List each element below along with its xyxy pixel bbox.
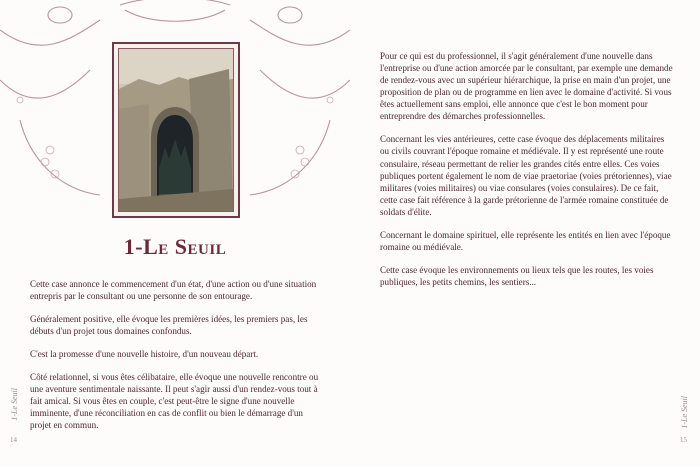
right-page — [350, 0, 700, 467]
page-number: 15 — [680, 436, 687, 444]
page-title: 1-Le Seuil — [123, 234, 227, 259]
paragraph: C'est la promesse d'une nouvelle histoire, d'un nouveau départ. — [30, 348, 259, 359]
paragraph: Cette case évoque les environnements ou lieux tels que les routes, les voies publiques, les petits chemins, les sentiers... — [380, 264, 654, 287]
paragraph: Cette case annonce le commencement d'un état, d'une action ou d'une situation entrepris par le consultant ou une personne de son entourage. — [30, 279, 317, 302]
paragraph: Généralement positive, elle évoque les premières idées, les premiers pas, les débuts d'un projet tous domaines confondus. — [30, 313, 308, 337]
card-illustration-frame — [112, 42, 240, 218]
paragraph — [380, 133, 675, 218]
paragraph: Concernant le domaine spirituel, elle représente les entités en lien avec l'époque romaine ou médiévale. — [380, 229, 671, 252]
stone-archway-illustration — [118, 48, 234, 212]
paragraph-text: Concernant les vies antérieures, cette case évoque des déplacements militaires ou civils couvrant l'époque romaine et médiévale. Il y est représenté une route consulaire, réseau permettant de relier les grandes cités entre elles. Ces voies publiques portent également le nom de viae praetoriae (voies prétoriennes), viae militares (voies militaires) ou viae consulares (voies consulaires). De ce fait, cette case fait référence à la garde prétorienne de l'armée romaine constituée de soldats d'élite. — [380, 134, 672, 217]
right-body-text — [380, 50, 675, 299]
left-body-text — [30, 278, 325, 442]
page-number: 14 — [10, 436, 17, 444]
paragraph: Pour ce qui est du professionnel, il s'agit généralement d'une nouvelle dans l'entreprise ou d'une action amorcée par le consultant, par exemple une demande de rendez-vous avec un supérieur hiérarchique, la prise en main d'un projet, une proposition de plan ou de programme en lien avec le domaine d'activité. Si vous êtes actuellement sans emploi, elle annonce que c'est le bon moment pour entreprendre des démarches professionnelles. — [380, 51, 673, 122]
side-running-head: 1-Le Seuil — [680, 396, 689, 429]
side-running-head: 1-Le Seuil — [10, 388, 19, 421]
archway-image — [119, 49, 233, 211]
paragraph: Côté relationnel, si vous êtes célibataire, elle évoque une nouvelle rencontre ou une aventure sentimentale naissante. Il peut s'agir aussi d'un rendez-vous tout à fait amical. Si vous êtes en couple, c'est peut-être le signe d'une nouvelle imminente, d'une réconciliation en cas de conflit ou bien le démarrage d'un projet en commun. — [30, 371, 319, 431]
